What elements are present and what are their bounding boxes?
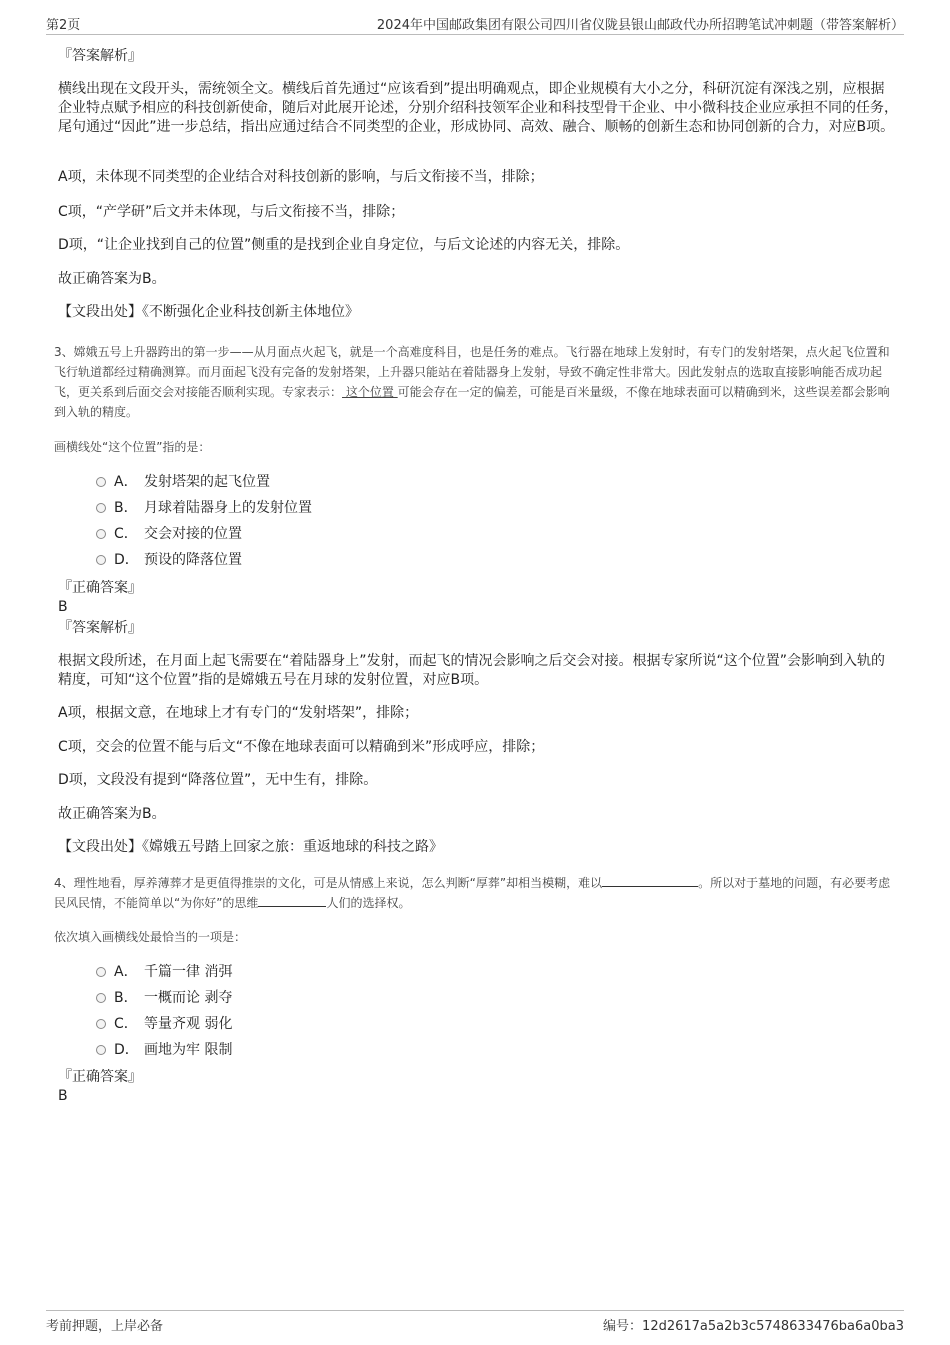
q3-question: 画横线处“这个位置”指的是：: [54, 440, 211, 454]
q3-source-title: 《嫦娥五号踏上回家之旅：重返地球的科技之路》: [142, 839, 443, 855]
q3-analysis-text: 根据文段所述，在月面上起飞需要在“着陆器身上”发射，而起飞的情况会影响之后交会对接。根据专家所说“这个位置”会影响到入轨的精度，可知“这个位置”指的是嫦娥五号在月球的发射位置，对应B项。: [58, 653, 886, 688]
footer-code: [603, 1315, 904, 1334]
q3-answer: B: [58, 599, 68, 615]
page-number: 第2页: [46, 18, 81, 33]
footer-code-label: 编号：: [603, 1319, 643, 1334]
q3-option-a[interactable]: A． 发射塔架的起飞位置: [96, 473, 270, 493]
q2-source-label: 【文段出处】: [58, 304, 142, 320]
q3-source: [58, 838, 898, 857]
q4-option-c[interactable]: C． 等量齐观 弱化: [96, 1015, 232, 1035]
footer-slogan: 考前押题，上岸必备: [46, 1319, 164, 1334]
q3-option-d[interactable]: D． 预设的降落位置: [96, 551, 242, 571]
q2-source-title: 《不断强化企业科技创新主体地位》: [142, 304, 359, 320]
q4-stem: [54, 873, 900, 913]
q4-blank-1[interactable]: [602, 874, 698, 887]
q2-analysis-label: 『答案解析』: [58, 48, 142, 64]
q3-stem-pre: 3、嫦娥五号上升器跨出的第一步——从月面点火起飞，就是一个高难度科目，也是任务的难点。飞行器在地球上发射时，有专门的发射塔架，点火起飞位置和飞行轨道都经过精确测算。而月面起飞没有完备的发射塔架，上升器只能站在着陆器身上发射，导致不确定性非常大。因此发射点的选取直接影响能否成功起飞，更关系到后面交会对接能否顺利实现。专家表示：: [54, 345, 890, 399]
radio-icon[interactable]: [96, 503, 106, 513]
radio-icon[interactable]: [96, 529, 106, 539]
radio-icon[interactable]: [96, 555, 106, 565]
q3-option-d-note: D项，文段没有提到“降落位置”，无中生有，排除。: [58, 772, 378, 788]
q2-option-c-note: C项，“产学研”后文并未体现，与后文衔接不当，排除；: [58, 204, 405, 220]
q3-stem-post: 可能会存在一定的偏差，可能是百米量级，不像在地球表面可以精确到米，这些误差都会影响到入轨的精度。: [54, 385, 890, 419]
q3-option-c-note: C项，交会的位置不能与后文“不像在地球表面可以精确到米”形成呼应，排除；: [58, 739, 545, 755]
q2-option-a-note: A项，未体现不同类型的企业结合对科技创新的影响，与后文衔接不当，排除；: [58, 169, 544, 185]
radio-icon[interactable]: [96, 967, 106, 977]
q2-analysis-text: 横线出现在文段开头，需统领全文。横线后首先通过“应该看到”提出明确观点，即企业规模有大小之分，科研沉淀有深浅之别，应根据企业特点赋予相应的科技创新使命，随后对此展开论述，分别介绍科技领军企业和科技型骨干企业、中小微科技企业应承担不同的任务，尾句通过“因此”进一步总结，指出应通过结合不同类型的企业，形成协同、高效、融合、顺畅的创新生态和协同创新的合力，对应B项。: [58, 81, 898, 135]
q2-conclusion: 故正确答案为B。: [58, 271, 166, 287]
radio-icon[interactable]: [96, 993, 106, 1003]
radio-icon[interactable]: [96, 477, 106, 487]
q3-option-b[interactable]: B． 月球着陆器身上的发射位置: [96, 499, 312, 519]
q3-analysis-label: 『答案解析』: [58, 620, 142, 636]
q4-blank-2[interactable]: [258, 894, 326, 907]
q3-conclusion: 故正确答案为B。: [58, 806, 166, 822]
q2-source: [58, 303, 898, 322]
q4-stem-c: 人们的选择权。: [326, 896, 411, 910]
page-footer: [46, 1310, 904, 1337]
q3-option-c[interactable]: C． 交会对接的位置: [96, 525, 242, 545]
q3-option-a-note: A项，根据文意，在地球上才有专门的“发射塔架”，排除；: [58, 705, 419, 721]
q2-option-d-note: D项，“让企业找到自己的位置”侧重的是找到企业自身定位，与后文论述的内容无关，排除。: [58, 237, 630, 253]
radio-icon[interactable]: [96, 1045, 106, 1055]
q4-answer: B: [58, 1088, 68, 1104]
q4-stem-a: 4、理性地看，厚养薄葬才是更值得推崇的文化，可是从情感上来说，怎么判断“厚葬”却相当模糊，难以: [54, 876, 603, 890]
q3-stem-underlined: 这个位置: [342, 385, 398, 399]
document-title: 2024年中国邮政集团有限公司四川省仪陇县银山邮政代办所招聘笔试冲刺题（带答案解析）: [376, 18, 904, 33]
page-header: [46, 10, 904, 35]
q3-stem: [54, 342, 900, 422]
q4-question: 依次填入画横线处最恰当的一项是：: [54, 930, 247, 944]
q4-option-b[interactable]: B． 一概而论 剥夺: [96, 989, 232, 1009]
q4-option-a[interactable]: A． 千篇一律 消弭: [96, 963, 232, 983]
q4-answer-label: 『正确答案』: [58, 1069, 142, 1085]
footer-code-value: 12d2617a5a2b3c5748633476ba6a0ba3: [642, 1319, 904, 1334]
q4-option-d[interactable]: D． 画地为牢 限制: [96, 1041, 232, 1061]
q4-stem-b: 。所以对于墓地的问题，有必要考虑民风民情，不能简单以“为你好”的思维: [54, 876, 891, 910]
radio-icon[interactable]: [96, 1019, 106, 1029]
q3-answer-label: 『正确答案』: [58, 580, 142, 596]
q3-source-label: 【文段出处】: [58, 839, 142, 855]
